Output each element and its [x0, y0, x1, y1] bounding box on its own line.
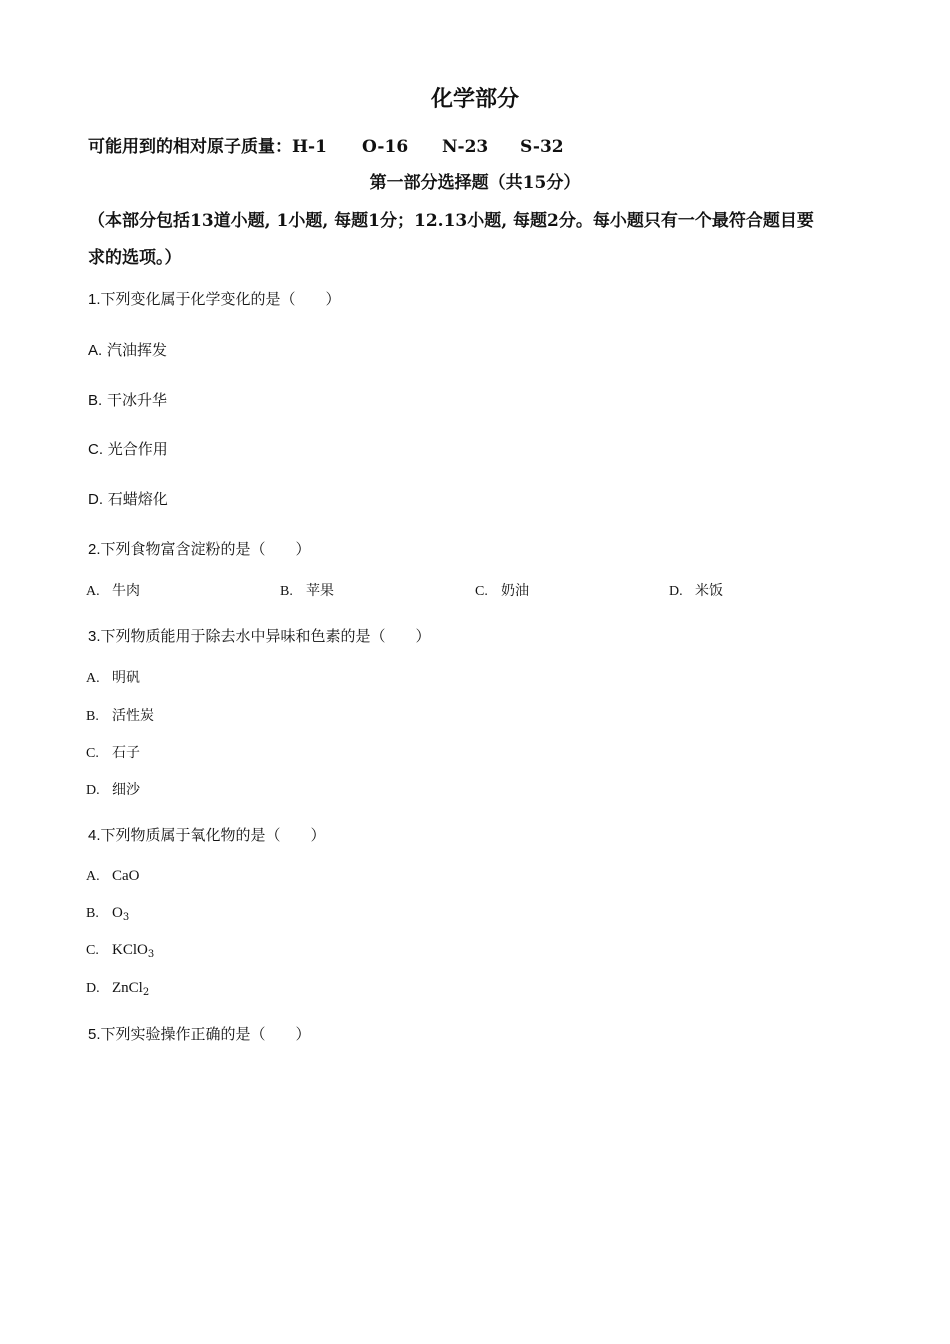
- atomic-mass-label: 可能用到的相对原子质量：: [88, 137, 292, 157]
- question-1-option-b[interactable]: B. 干冰升华: [88, 391, 167, 409]
- question-3-stem: 3.下列物质能用于除去水中异味和色素的是（ ）: [88, 627, 431, 645]
- question-3-option-a[interactable]: A. 明矾: [86, 670, 140, 686]
- atomic-mass-n: N-23: [442, 137, 489, 157]
- question-4-option-b[interactable]: B. $O_3$: [86, 905, 130, 923]
- question-1-option-a[interactable]: A. 汽油挥发: [88, 341, 167, 359]
- question-4-option-d[interactable]: D. ZnCl$_2$: [86, 980, 150, 998]
- question-1-option-c[interactable]: C. 光合作用: [88, 440, 168, 458]
- question-1-stem: 1.下列变化属于化学变化的是（ ）: [88, 290, 341, 308]
- atomic-mass-h: H-1: [292, 137, 327, 157]
- question-4-option-c[interactable]: C. KClO$_3$: [86, 942, 155, 960]
- atomic-mass-o: O-16: [362, 137, 409, 157]
- question-2-option-d[interactable]: D. 米饭: [669, 583, 723, 599]
- section-note-line2: 求的选项。）: [88, 248, 182, 268]
- question-3-option-c[interactable]: C. 石子: [86, 745, 140, 761]
- question-1-option-d[interactable]: D. 石蜡熔化: [88, 490, 168, 508]
- question-3-option-d[interactable]: D. 细沙: [86, 782, 140, 798]
- question-2-option-b[interactable]: B. 苹果: [280, 583, 334, 599]
- atomic-mass-s: S-32: [520, 137, 564, 157]
- subscript: 2: [142, 987, 150, 998]
- subscript: 3: [147, 949, 155, 960]
- atomic-mass-line: [88, 132, 564, 157]
- section-heading: 第一部分选择题（共15分）: [369, 173, 581, 193]
- question-2-option-a[interactable]: A. 牛肉: [86, 583, 140, 599]
- page-title: 化学部分: [430, 86, 519, 112]
- question-5-stem: 5.下列实验操作正确的是（ ）: [88, 1025, 311, 1043]
- subscript: 3: [122, 912, 130, 923]
- question-4-option-a[interactable]: A. CaO: [86, 868, 140, 884]
- section-note-line1: （本部分包括13道小题, 1小题, 每题1分；12.13小题, 每题2分。每小题只有一个最符合题目要: [88, 211, 814, 231]
- question-4-stem: 4.下列物质属于氧化物的是（ ）: [88, 826, 326, 844]
- question-2-stem: 2.下列食物富含淀粉的是（ ）: [88, 540, 311, 558]
- question-2-option-c[interactable]: C. 奶油: [475, 583, 529, 599]
- question-3-option-b[interactable]: B. 活性炭: [86, 708, 154, 724]
